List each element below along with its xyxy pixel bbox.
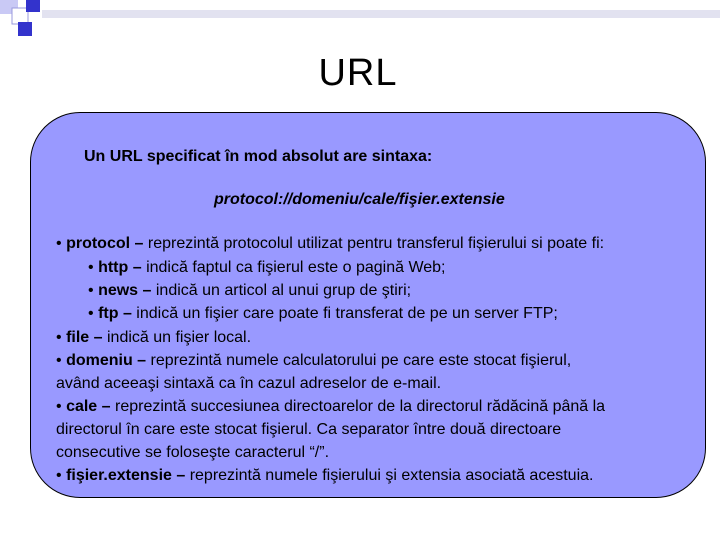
list-item: • cale – reprezintă succesiunea directoarelor de la directorul rădăcină până la [56,398,606,415]
corner-decoration [0,0,720,40]
list-item: • news – indică un articol al unui grup de ştiri; [88,282,412,299]
list-item: • domeniu – reprezintă numele calculatorului pe care este stocat fişierul, [56,352,572,369]
list-item: • protocol – reprezintă protocolul utilizat pentru transferul fişierului si poate fi: [56,235,605,252]
intro-text: Un URL specificat în mod absolut are sintaxa: [84,148,433,165]
slide-title: URL [318,52,398,94]
list-item-continuation: directorul în care este stocat fişierul. Ca separator între două directoare [56,421,562,438]
list-item: • fişier.extensie – reprezintă numele fişierului şi extensia asociată acestuia. [56,467,594,484]
list-item: • http – indică faptul ca fişierul este o pagină Web; [88,259,446,276]
list-item: • file – indică un fişier local. [56,329,252,346]
list-item-continuation: având aceeaşi sintaxă ca în cazul adreselor de e-mail. [56,375,442,392]
list-item-continuation: consecutive se foloseşte caracterul “/”. [56,444,330,461]
url-syntax: protocol://domeniu/cale/fişier.extensie [214,191,505,208]
list-item: • ftp – indică un fişier care poate fi transferat de pe un server FTP; [88,305,558,322]
